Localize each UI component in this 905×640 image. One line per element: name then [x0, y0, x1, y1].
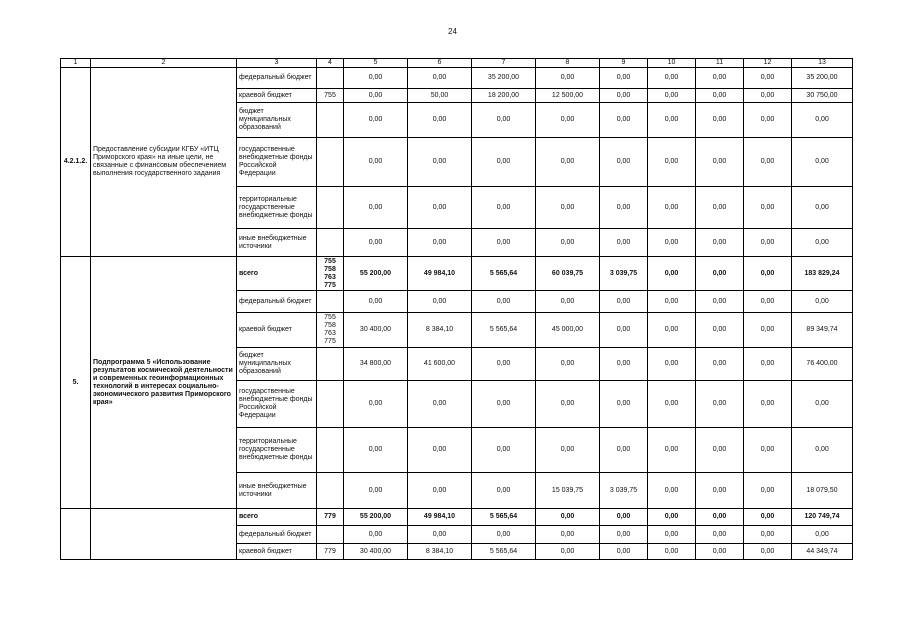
amount-cell: 0,00	[472, 229, 536, 257]
amount-cell: 0,00	[600, 68, 648, 89]
column-number: 11	[696, 59, 744, 68]
amount-cell: 0,00	[744, 473, 792, 509]
column-number: 6	[408, 59, 472, 68]
budget-code	[317, 229, 344, 257]
amount-cell: 0,00	[600, 509, 648, 526]
amount-cell: 0,00	[472, 187, 536, 229]
amount-cell: 0,00	[472, 428, 536, 473]
amount-cell: 0,00	[744, 526, 792, 544]
amount-cell: 15 039,75	[536, 473, 600, 509]
column-number: 8	[536, 59, 600, 68]
amount-cell: 8 384,10	[408, 313, 472, 348]
amount-cell: 0,00	[696, 187, 744, 229]
funding-source: краевой бюджет	[237, 313, 317, 348]
amount-cell: 0,00	[744, 138, 792, 187]
amount-cell: 0,00	[744, 103, 792, 138]
amount-cell: 35 200,00	[792, 68, 853, 89]
amount-cell: 0,00	[536, 509, 600, 526]
column-number: 5	[344, 59, 408, 68]
amount-cell: 41 600,00	[408, 348, 472, 381]
amount-cell: 0,00	[648, 509, 696, 526]
amount-cell: 0,00	[600, 138, 648, 187]
amount-cell: 0,00	[536, 187, 600, 229]
amount-cell: 0,00	[648, 187, 696, 229]
amount-cell: 3 039,75	[600, 473, 648, 509]
amount-cell: 0,00	[472, 526, 536, 544]
amount-cell: 120 749,74	[792, 509, 853, 526]
amount-cell: 0,00	[648, 428, 696, 473]
column-number: 1	[61, 59, 91, 68]
amount-cell: 0,00	[648, 544, 696, 560]
amount-cell: 0,00	[648, 526, 696, 544]
budget-code	[317, 68, 344, 89]
funding-source: всего	[237, 509, 317, 526]
amount-cell: 0,00	[600, 187, 648, 229]
amount-cell: 0,00	[696, 544, 744, 560]
funding-source: государственные внебюджетные фонды Российской Федерации	[237, 381, 317, 428]
amount-cell: 0,00	[408, 229, 472, 257]
item-index: 5.	[61, 257, 91, 509]
amount-cell: 0,00	[648, 138, 696, 187]
amount-cell: 0,00	[600, 348, 648, 381]
amount-cell: 0,00	[408, 68, 472, 89]
amount-cell: 0,00	[600, 229, 648, 257]
amount-cell: 0,00	[744, 291, 792, 313]
item-index	[61, 509, 91, 560]
amount-cell: 0,00	[600, 544, 648, 560]
amount-cell: 0,00	[408, 473, 472, 509]
amount-cell: 0,00	[792, 103, 853, 138]
amount-cell: 60 039,75	[536, 257, 600, 291]
amount-cell: 0,00	[744, 257, 792, 291]
amount-cell: 0,00	[696, 526, 744, 544]
amount-cell: 0,00	[696, 313, 744, 348]
budget-code: 755 758 763 775	[317, 313, 344, 348]
amount-cell: 0,00	[344, 526, 408, 544]
amount-cell: 0,00	[696, 68, 744, 89]
amount-cell: 0,00	[744, 229, 792, 257]
amount-cell: 50,00	[408, 89, 472, 103]
amount-cell: 0,00	[344, 428, 408, 473]
budget-code: 779	[317, 544, 344, 560]
column-number: 2	[91, 59, 237, 68]
amount-cell: 0,00	[408, 526, 472, 544]
budget-code: 779	[317, 509, 344, 526]
amount-cell: 0,00	[792, 187, 853, 229]
amount-cell: 0,00	[344, 103, 408, 138]
funding-source: бюджет муниципальных образований	[237, 348, 317, 381]
amount-cell: 0,00	[648, 348, 696, 381]
amount-cell: 0,00	[536, 138, 600, 187]
amount-cell: 0,00	[344, 381, 408, 428]
funding-source: территориальные государственные внебюджетные фонды	[237, 428, 317, 473]
amount-cell: 5 565,64	[472, 544, 536, 560]
amount-cell: 0,00	[696, 103, 744, 138]
amount-cell: 0,00	[744, 509, 792, 526]
budget-code	[317, 526, 344, 544]
amount-cell: 0,00	[408, 291, 472, 313]
budget-code: 755 758 763 775	[317, 257, 344, 291]
amount-cell: 0,00	[344, 138, 408, 187]
amount-cell: 0,00	[536, 103, 600, 138]
amount-cell: 0,00	[600, 526, 648, 544]
amount-cell: 0,00	[696, 428, 744, 473]
funding-source: краевой бюджет	[237, 89, 317, 103]
amount-cell: 89 349,74	[792, 313, 853, 348]
amount-cell: 0,00	[600, 381, 648, 428]
amount-cell: 0,00	[408, 381, 472, 428]
amount-cell: 0,00	[792, 291, 853, 313]
amount-cell: 76 400,00	[792, 348, 853, 381]
amount-cell: 0,00	[472, 348, 536, 381]
amount-cell: 3 039,75	[600, 257, 648, 291]
amount-cell: 0,00	[536, 229, 600, 257]
amount-cell: 34 800,00	[344, 348, 408, 381]
amount-cell: 0,00	[696, 509, 744, 526]
budget-code	[317, 138, 344, 187]
amount-cell: 0,00	[648, 291, 696, 313]
amount-cell: 55 200,00	[344, 257, 408, 291]
amount-cell: 0,00	[648, 68, 696, 89]
amount-cell: 30 400,00	[344, 313, 408, 348]
amount-cell: 0,00	[408, 428, 472, 473]
budget-code	[317, 473, 344, 509]
amount-cell: 30 400,00	[344, 544, 408, 560]
amount-cell: 0,00	[472, 381, 536, 428]
amount-cell: 49 984,10	[408, 509, 472, 526]
amount-cell: 0,00	[344, 473, 408, 509]
amount-cell: 0,00	[408, 138, 472, 187]
amount-cell: 0,00	[648, 381, 696, 428]
amount-cell: 0,00	[472, 473, 536, 509]
amount-cell: 35 200,00	[472, 68, 536, 89]
budget-code	[317, 428, 344, 473]
funding-source: всего	[237, 257, 317, 291]
amount-cell: 0,00	[792, 381, 853, 428]
amount-cell: 0,00	[792, 138, 853, 187]
amount-cell: 0,00	[472, 138, 536, 187]
item-name: Предоставление субсидии КГБУ «ИТЦ Приморского края» на иные цели, не связанные с финансовым обеспечением выполнения государственного задания	[91, 68, 237, 257]
funding-source: иные внебюджетные источники	[237, 473, 317, 509]
amount-cell: 0,00	[344, 89, 408, 103]
amount-cell: 0,00	[696, 138, 744, 187]
column-number: 7	[472, 59, 536, 68]
amount-cell: 0,00	[408, 187, 472, 229]
amount-cell: 0,00	[600, 428, 648, 473]
amount-cell: 0,00	[536, 348, 600, 381]
budget-code	[317, 103, 344, 138]
amount-cell: 0,00	[600, 313, 648, 348]
amount-cell: 0,00	[792, 526, 853, 544]
amount-cell: 18 200,00	[472, 89, 536, 103]
amount-cell: 0,00	[744, 89, 792, 103]
amount-cell: 0,00	[648, 229, 696, 257]
funding-source: краевой бюджет	[237, 544, 317, 560]
budget-code	[317, 187, 344, 229]
amount-cell: 0,00	[648, 89, 696, 103]
amount-cell: 0,00	[600, 103, 648, 138]
table-row	[61, 257, 853, 291]
amount-cell: 0,00	[696, 229, 744, 257]
column-number: 3	[237, 59, 317, 68]
amount-cell: 0,00	[744, 348, 792, 381]
amount-cell: 0,00	[744, 187, 792, 229]
page-number: 24	[448, 27, 457, 36]
amount-cell: 0,00	[472, 103, 536, 138]
budget-code	[317, 381, 344, 428]
amount-cell: 0,00	[344, 68, 408, 89]
amount-cell: 0,00	[696, 291, 744, 313]
amount-cell: 0,00	[792, 428, 853, 473]
amount-cell: 0,00	[696, 257, 744, 291]
amount-cell: 12 500,00	[536, 89, 600, 103]
amount-cell: 44 349,74	[792, 544, 853, 560]
funding-source: иные внебюджетные источники	[237, 229, 317, 257]
amount-cell: 0,00	[648, 257, 696, 291]
amount-cell: 0,00	[696, 473, 744, 509]
budget-code	[317, 348, 344, 381]
column-number: 10	[648, 59, 696, 68]
amount-cell: 0,00	[344, 291, 408, 313]
table-row	[61, 509, 853, 526]
amount-cell: 45 000,00	[536, 313, 600, 348]
column-number: 12	[744, 59, 792, 68]
funding-source: государственные внебюджетные фонды Российской Федерации	[237, 138, 317, 187]
amount-cell: 0,00	[536, 526, 600, 544]
column-number: 9	[600, 59, 648, 68]
amount-cell: 0,00	[536, 68, 600, 89]
amount-cell: 0,00	[744, 428, 792, 473]
item-name	[91, 509, 237, 560]
amount-cell: 49 984,10	[408, 257, 472, 291]
amount-cell: 0,00	[600, 89, 648, 103]
budget-code: 755	[317, 89, 344, 103]
amount-cell: 0,00	[744, 544, 792, 560]
amount-cell: 30 750,00	[792, 89, 853, 103]
amount-cell: 55 200,00	[344, 509, 408, 526]
amount-cell: 0,00	[696, 381, 744, 428]
budget-code	[317, 291, 344, 313]
amount-cell: 183 829,24	[792, 257, 853, 291]
amount-cell: 18 079,50	[792, 473, 853, 509]
column-number: 4	[317, 59, 344, 68]
funding-source: территориальные государственные внебюджетные фонды	[237, 187, 317, 229]
item-index: 4.2.1.2.	[61, 68, 91, 257]
amount-cell: 0,00	[536, 544, 600, 560]
amount-cell: 0,00	[600, 291, 648, 313]
amount-cell: 5 565,64	[472, 509, 536, 526]
amount-cell: 0,00	[536, 381, 600, 428]
amount-cell: 0,00	[536, 291, 600, 313]
table-row	[61, 68, 853, 89]
budget-table	[60, 58, 853, 560]
funding-source: федеральный бюджет	[237, 291, 317, 313]
funding-source: бюджет муниципальных образований	[237, 103, 317, 138]
amount-cell: 0,00	[472, 291, 536, 313]
amount-cell: 0,00	[344, 229, 408, 257]
amount-cell: 0,00	[744, 68, 792, 89]
amount-cell: 0,00	[696, 348, 744, 381]
amount-cell: 0,00	[792, 229, 853, 257]
amount-cell: 0,00	[648, 103, 696, 138]
item-name: Подпрограмма 5 «Использование результатов космической деятельности и современных геоинформационных технологий в интересах социально-экономического развития Приморского края»	[91, 257, 237, 509]
funding-source: федеральный бюджет	[237, 526, 317, 544]
column-number-row	[61, 59, 853, 68]
amount-cell: 0,00	[648, 313, 696, 348]
amount-cell: 0,00	[648, 473, 696, 509]
amount-cell: 0,00	[344, 187, 408, 229]
funding-source: федеральный бюджет	[237, 68, 317, 89]
amount-cell: 8 384,10	[408, 544, 472, 560]
amount-cell: 5 565,64	[472, 257, 536, 291]
amount-cell: 0,00	[696, 89, 744, 103]
amount-cell: 0,00	[744, 381, 792, 428]
column-number: 13	[792, 59, 853, 68]
amount-cell: 0,00	[408, 103, 472, 138]
amount-cell: 5 565,64	[472, 313, 536, 348]
amount-cell: 0,00	[744, 313, 792, 348]
amount-cell: 0,00	[536, 428, 600, 473]
